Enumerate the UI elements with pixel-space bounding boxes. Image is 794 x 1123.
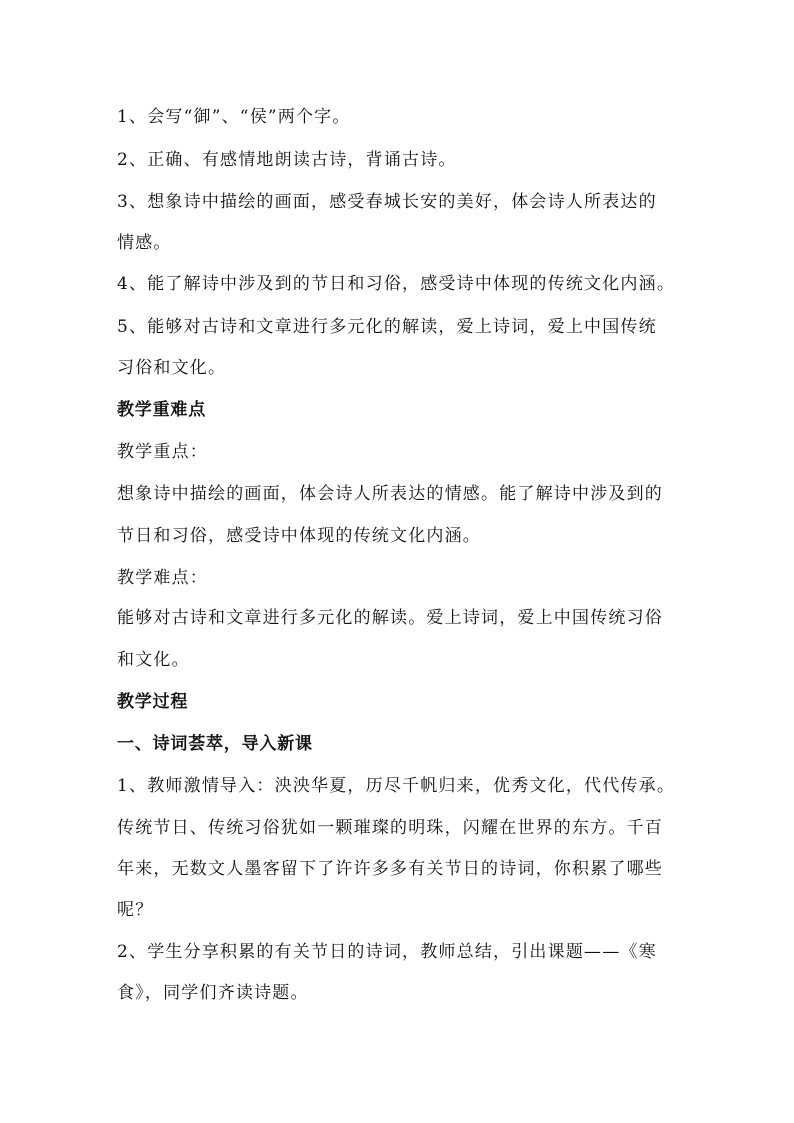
objective-3-continued: 情感。: [117, 233, 172, 253]
objective-5: 5、能够对古诗和文章进行多元化的解读，爱上诗词，爱上中国传统: [117, 317, 657, 337]
section1-paragraph-line-6: 食》，同学们齐读诗题。: [117, 983, 309, 1003]
section1-paragraph-line-5: 2、学生分享积累的有关节日的诗词，教师总结，引出课题——《寒: [117, 942, 657, 962]
difficult-points-line-1: 能够对古诗和文章进行多元化的解读。爱上诗词，爱上中国传统习俗: [117, 608, 663, 628]
objective-1: 1、会写“御”、“侯”两个字。: [117, 107, 351, 127]
objective-5-continued: 习俗和文化。: [117, 358, 227, 378]
objective-3: 3、想象诗中描绘的画面，感受春城长安的美好，体会诗人所表达的: [117, 192, 657, 212]
key-points-line-2: 节日和习俗，感受诗中体现的传统文化内涵。: [117, 526, 481, 546]
difficult-points-line-2: 和文化。: [117, 650, 190, 670]
key-difficulty-heading: 教学重难点: [117, 400, 206, 420]
objective-4: 4、能了解诗中涉及到的节日和习俗，感受诗中体现的传统文化内涵。: [117, 274, 676, 294]
objective-2: 2、正确、有感情地朗读古诗，背诵古诗。: [117, 150, 457, 170]
key-points-label: 教学重点：: [117, 442, 208, 462]
section1-paragraph-line-2: 传统节日、传统习俗犹如一颗璀璨的明珠，闪耀在世界的东方。千百: [117, 818, 663, 838]
section1-paragraph-line-4: 呢？: [117, 900, 154, 920]
section1-paragraph-line-3: 年来，无数文人墨客留下了许许多多有关节日的诗词，你积累了哪些: [117, 859, 663, 879]
section1-paragraph-line-1: 1、教师激情导入：泱泱华夏，历尽千帆归来，优秀文化，代代传承。: [117, 776, 676, 796]
key-points-line-1: 想象诗中描绘的画面，体会诗人所表达的情感。能了解诗中涉及到的: [117, 484, 663, 504]
difficult-points-label: 教学难点：: [117, 568, 208, 588]
section1-heading: 一、诗词荟萃，导入新课: [117, 734, 313, 754]
process-heading: 教学过程: [117, 692, 189, 712]
